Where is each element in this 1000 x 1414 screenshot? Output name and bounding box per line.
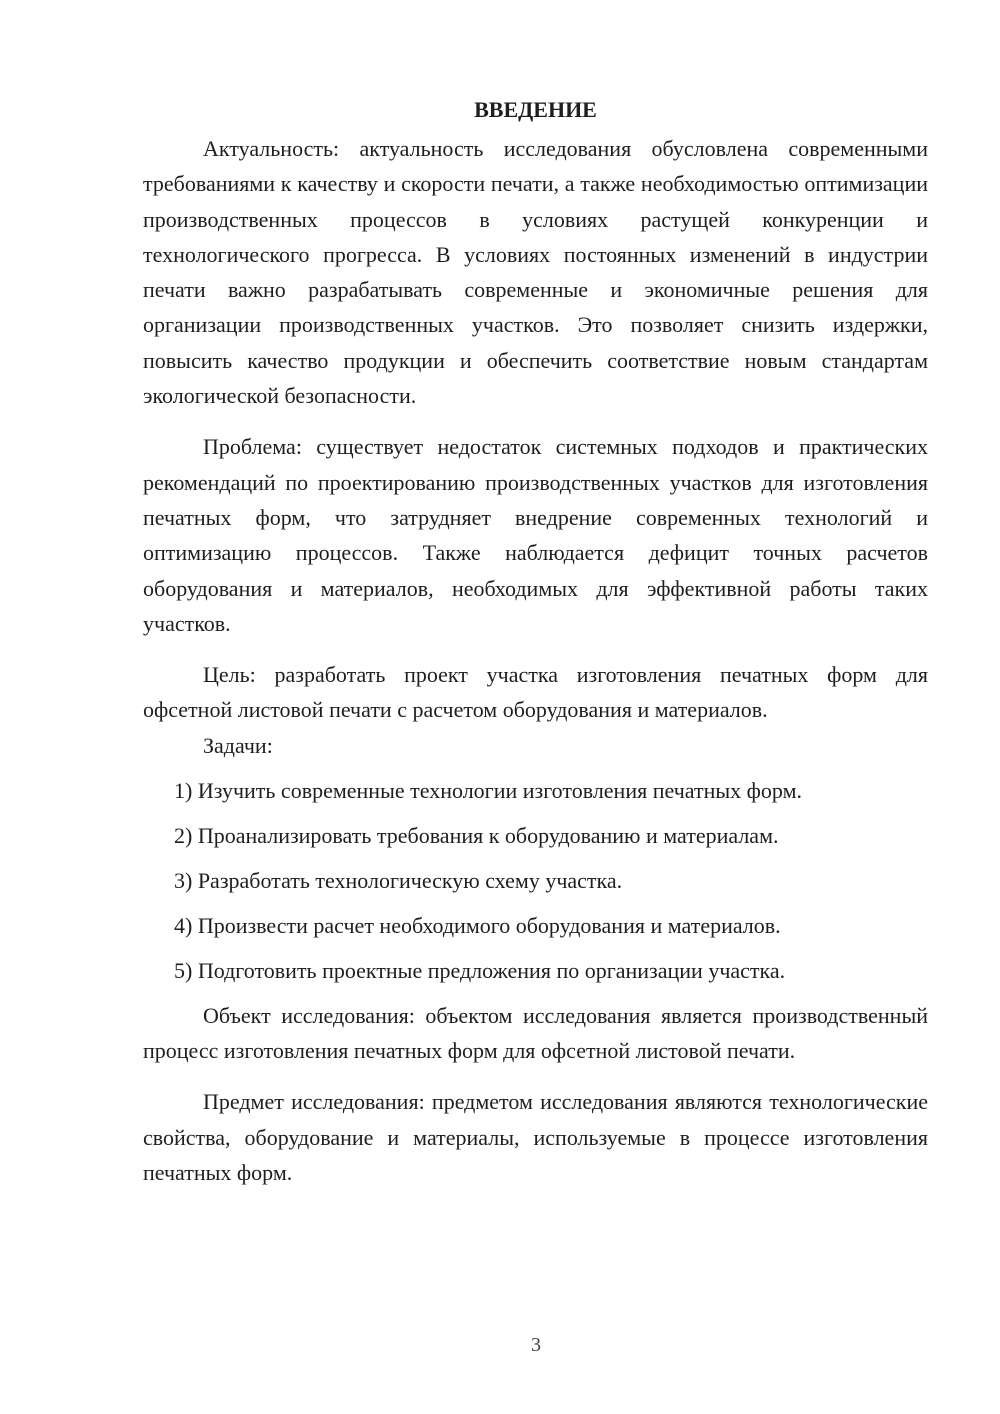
subject-paragraph: Предмет исследования: предметом исследования являются технологические свойства, оборудование и материалы, используемые в процессе изготовления печатных форм. [143, 1089, 928, 1185]
page-content [143, 92, 928, 1190]
object-paragraph: Объект исследования: объектом исследования является производственный процесс изготовления печатных форм для офсетной листовой печати. [143, 1002, 928, 1064]
tasks-heading: Задачи: [203, 732, 273, 758]
task-item-2: 2) Проанализировать требования к оборудованию и материалам. [174, 822, 779, 848]
task-item-4: 4) Произвести расчет необходимого оборудования и материалов. [174, 912, 781, 938]
task-item-5: 5) Подготовить проектные предложения по организации участка. [174, 957, 786, 983]
relevance-paragraph: Актуальность: актуальность исследования обусловлена современными требованиями к качеству и скорости печати, а также необходимостью оптимизации производственных процессов в условиях растущей конкуренции и технологического прогресса. В условиях постоянных изменений в индустрии печати важно разрабатывать современные и экономичные решения для организации производственных участков. Это позволяет снизить издержки, повысить качество продукции и обеспечить соответствие новым стандартам экологической безопасности. [143, 136, 928, 409]
task-item-3: 3) Разработать технологическую схему участка. [174, 867, 623, 893]
tasks-list [143, 773, 928, 988]
task-item-1: 1) Изучить современные технологии изготовления печатных форм. [174, 777, 802, 803]
page-title: ВВЕДЕНИЕ [474, 97, 597, 122]
page-number: 3 [531, 1334, 541, 1356]
problem-paragraph: Проблема: существует недостаток системных подходов и практических рекомендаций по проектированию производственных участков для изготовления печатных форм, что затрудняет внедрение современных технологий и оптимизацию процессов. Также наблюдается дефицит точных расчетов оборудования и материалов, необходимых для эффективной работы таких участков. [143, 434, 928, 636]
goal-paragraph: Цель: разработать проект участка изготовления печатных форм для офсетной листовой печати с расчетом оборудования и материалов. [143, 662, 928, 723]
